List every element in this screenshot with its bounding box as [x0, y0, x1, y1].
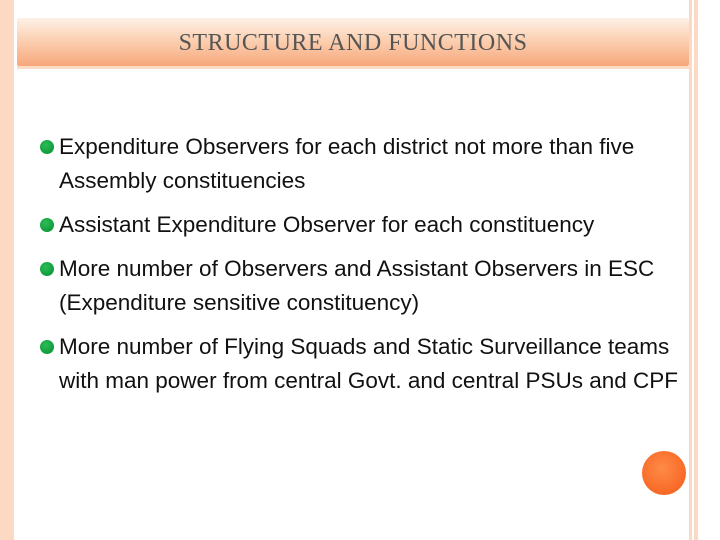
decorative-circle-icon	[642, 451, 686, 495]
bullet-text: More number of Flying Squads and Static Surveillance teams with man power from central Govt. and central PSUs and CPF	[59, 334, 679, 393]
right-border-inner-line	[692, 0, 694, 540]
bullet-dot-icon	[40, 140, 54, 154]
bullet-dot-icon	[40, 218, 54, 232]
bullet-text: Expenditure Observers for each district not more than five Assembly constituencies	[59, 134, 635, 193]
bullet-list	[40, 130, 680, 408]
bullet-dot-icon	[40, 262, 54, 276]
bullet-item	[40, 208, 680, 242]
bullet-text: More number of Observers and Assistant Observers in ESC (Expenditure sensitive constituency)	[59, 256, 655, 315]
slide-title: STRUCTURE AND FUNCTIONS	[178, 30, 528, 56]
left-border-decoration	[0, 0, 14, 540]
bullet-item	[40, 330, 680, 398]
bullet-text: Assistant Expenditure Observer for each constituency	[59, 212, 595, 237]
bullet-dot-icon	[40, 340, 54, 354]
bullet-item	[40, 252, 680, 320]
bullet-item	[40, 130, 680, 198]
